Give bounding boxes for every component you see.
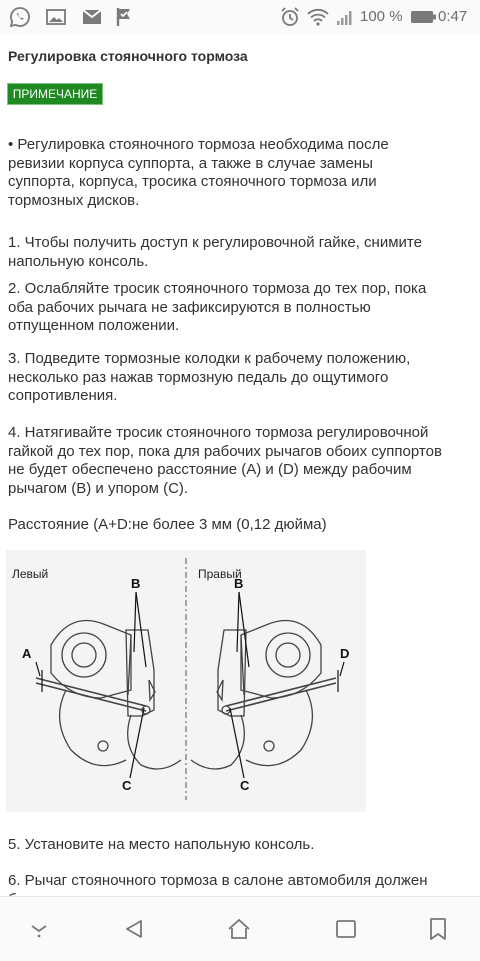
whatsapp-icon bbox=[8, 5, 32, 29]
paragraph-line: 2. Ослабляйте тросик стояночного тормоза до тех пор, пока bbox=[8, 280, 427, 297]
paragraph-line: отпущенном положении. bbox=[8, 317, 180, 334]
label-c-left: C bbox=[122, 778, 132, 793]
wifi-icon bbox=[306, 5, 330, 29]
gallery-icon bbox=[44, 5, 68, 29]
battery-percent: 100 % bbox=[360, 8, 403, 25]
paragraph-line: суппорта, корпуса, тросика стояночного тормоза или bbox=[8, 173, 377, 190]
paragraph-line: ревизии корпуса суппорта, а также в случае замены bbox=[8, 154, 373, 172]
gmail-icon bbox=[80, 5, 104, 29]
paragraph-line: Расстояние (A+D:не более 3 мм (0,12 дюйма) bbox=[8, 516, 327, 533]
page-title: Регулировка стояночного тормоза bbox=[8, 48, 248, 64]
article-paragraph bbox=[8, 234, 472, 271]
paragraph-line: гайкой до тех пор, пока для рабочих рычагов обоих суппортов bbox=[8, 442, 442, 460]
status-bar bbox=[0, 0, 480, 34]
diagram-left-title: Левый bbox=[12, 567, 49, 581]
paragraph-line: сопротивления. bbox=[8, 387, 118, 404]
navigation-bar bbox=[0, 896, 480, 961]
paragraph-line: оба рабочих рычага не зафиксируются в полностью bbox=[8, 298, 371, 316]
paragraph-line: напольную консоль. bbox=[8, 252, 149, 270]
article-content[interactable] bbox=[0, 34, 480, 896]
article-paragraph bbox=[8, 280, 472, 336]
label-b-left: B bbox=[131, 576, 141, 591]
note-badge: ПРИМЕЧАНИЕ bbox=[8, 84, 102, 104]
alarm-icon bbox=[278, 5, 302, 29]
paragraph-line: 3. Подведите тормозные колодки к рабочему положению, bbox=[8, 350, 411, 367]
paragraph-line: рычагом (B) и упором (C). bbox=[8, 479, 189, 497]
signal-icon bbox=[336, 5, 356, 29]
back-button[interactable] bbox=[122, 917, 146, 941]
label-a: A bbox=[22, 646, 32, 661]
paragraph-line: несколько раз нажав тормозную педаль до ощутимого bbox=[8, 368, 389, 386]
article-paragraph bbox=[8, 136, 472, 210]
recents-button[interactable] bbox=[334, 917, 358, 941]
battery-icon bbox=[410, 5, 438, 29]
nav-collapse-button[interactable] bbox=[28, 917, 50, 941]
paragraph-line: 6. Рычаг стояночного тормоза в салоне автомобиля должен bbox=[8, 872, 428, 889]
bookmark-button[interactable] bbox=[428, 917, 448, 941]
article-paragraph bbox=[8, 516, 472, 535]
paragraph-line: 4. Натягивайте тросик стояночного тормоза регулировочной bbox=[8, 424, 429, 441]
paragraph-line: тормозных дисков. bbox=[8, 191, 140, 209]
label-b-right: B bbox=[234, 576, 244, 591]
article-paragraph bbox=[8, 424, 472, 498]
brake-caliper-diagram bbox=[6, 550, 366, 812]
flag-icon bbox=[112, 5, 136, 29]
home-button[interactable] bbox=[226, 917, 252, 941]
paragraph-line: 1. Чтобы получить доступ к регулировочной гайке, снимите bbox=[8, 234, 422, 251]
article-paragraph bbox=[8, 350, 472, 406]
clock: 0:47 bbox=[438, 8, 468, 25]
paragraph-line: не будет обеспечено расстояние (A) и (D) между рабочим bbox=[8, 461, 412, 478]
label-d: D bbox=[340, 646, 350, 661]
paragraph-line: 5. Установите на место напольную консоль. bbox=[8, 836, 315, 853]
diagram-right-title: Правый bbox=[198, 567, 242, 581]
label-c-right: C bbox=[240, 778, 250, 793]
paragraph-line: • Регулировка стояночного тормоза необходима после bbox=[8, 136, 389, 153]
article-paragraph bbox=[8, 836, 472, 855]
